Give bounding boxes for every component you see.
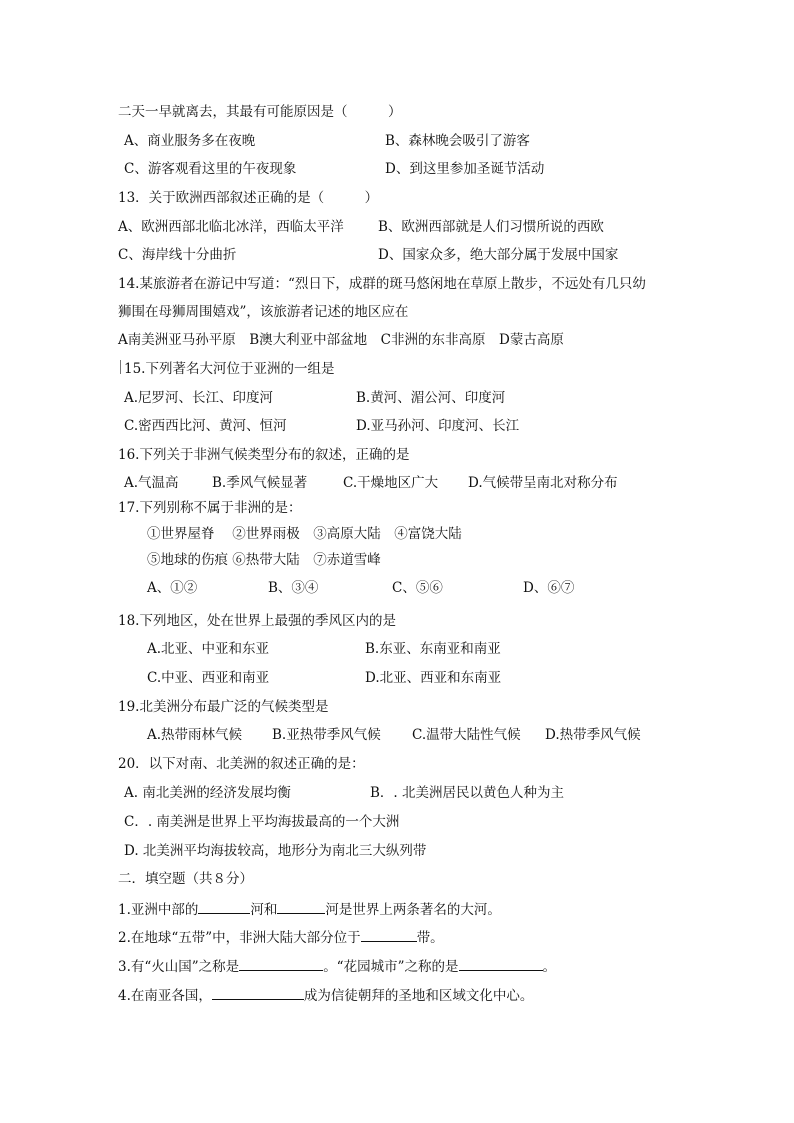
q17-items-line1: ①世界屋脊 ②世界雨极 ③高原大陆 ④富饶大陆 <box>147 526 462 542</box>
fill1-text-c: 河是世界上两条著名的大河。 <box>325 902 501 918</box>
q12-option-c: C、游客观看这里的午夜现象 <box>124 161 297 177</box>
fill-question-1 <box>118 899 501 919</box>
fill3-text-c: 。 <box>542 959 556 975</box>
q16-stem: 16.下列关于非洲气候类型分布的叙述，正确的是 <box>118 447 410 463</box>
q18-option-a: A.北亚、中亚和东亚 <box>147 641 270 657</box>
text-cursor-mark <box>120 360 121 374</box>
q17-option-d: D、⑥⑦ <box>523 580 575 596</box>
section2-title: 二．填空题（共８分） <box>118 871 253 887</box>
q13-stem: 13．关于欧洲西部叙述正确的是（ ） <box>118 190 379 206</box>
q13-option-c: C、海岸线十分曲折 <box>118 247 237 263</box>
fill2-blank[interactable] <box>361 927 417 942</box>
q19-option-b: B.亚热带季风气候 <box>272 727 381 743</box>
q12-stem-tail: 二天一早就离去，其最有可能原因是（ ） <box>118 104 402 120</box>
fill1-text-a: 1.亚洲中部的 <box>118 902 199 918</box>
q16-option-d: D.气候带呈南北对称分布 <box>468 475 618 491</box>
fill3-blank-1[interactable] <box>239 956 323 971</box>
q18-option-c: C.中亚、西亚和南亚 <box>147 670 270 686</box>
q12-option-a: A、商业服务多在夜晚 <box>124 133 256 149</box>
q18-option-d: D.北亚、西亚和东南亚 <box>365 670 502 686</box>
q14-stem-line2: 狮围在母狮周围嬉戏”，该旅游者记述的地区应在 <box>118 304 409 320</box>
q19-option-a: A.热带雨林气候 <box>147 727 243 743</box>
q19-option-c: C.温带大陆性气候 <box>412 727 521 743</box>
q19-option-d: D.热带季风气候 <box>545 727 641 743</box>
q19-stem: 19.北美洲分布最广泛的气候类型是 <box>118 699 329 715</box>
fill-question-3 <box>118 956 556 976</box>
fill3-text-b: 。“花园城市”之称的是 <box>323 959 459 975</box>
q13-option-d: D、国家众多，绝大部分属于发展中国家 <box>378 247 619 263</box>
q17-items-line2: ⑤地球的伤痕 ⑥热带大陆 ⑦赤道雪峰 <box>147 552 381 568</box>
q17-stem: 17.下列别称不属于非洲的是： <box>118 500 302 516</box>
fill1-text-b: 河和 <box>250 902 278 918</box>
q15-option-b: B.黄河、湄公河、印度河 <box>356 390 506 406</box>
q17-option-a: A、①② <box>147 580 198 596</box>
q20-stem: 20．以下对南、北美洲的叙述正确的是： <box>118 756 365 772</box>
q16-option-a: A.气温高 <box>124 475 179 491</box>
q17-option-b: B、③④ <box>268 580 319 596</box>
fill-question-4 <box>118 985 533 1005</box>
q15-option-d: D.亚马孙河、印度河、长江 <box>356 418 520 434</box>
fill4-blank[interactable] <box>212 985 304 1000</box>
fill2-text-b: 带。 <box>416 930 444 946</box>
fill2-text-a: 2.在地球“五带”中，非洲大陆大部分位于 <box>118 930 361 946</box>
fill-question-2 <box>118 927 444 947</box>
q13-option-a: A、欧洲西部北临北冰洋，西临太平洋 <box>118 219 344 235</box>
q13-option-b: B、欧洲西部就是人们习惯所说的西欧 <box>378 219 604 235</box>
q12-option-b: B、森林晚会吸引了游客 <box>385 133 530 149</box>
fill3-blank-2[interactable] <box>459 956 543 971</box>
q12-option-d: D、到这里参加圣诞节活动 <box>385 161 545 177</box>
q14-stem-line1: 14.某旅游者在游记中写道：“烈日下，成群的斑马悠闲地在草原上散步，不远处有几只幼 <box>118 276 646 292</box>
fill3-text-a: 3.有“火山国”之称是 <box>118 959 240 975</box>
q20-option-c: C．. 南美洲是世界上平均海拔最高的一个大洲 <box>124 814 400 830</box>
q15-option-c: C.密西西比河、黄河、恒河 <box>124 418 287 434</box>
q15-option-a: A.尼罗河、长江、印度河 <box>124 390 274 406</box>
q20-option-d: D. 北美洲平均海拔较高，地形分为南北三大纵列带 <box>124 843 427 859</box>
q14-options: A南美洲亚马孙平原 B澳大利亚中部盆地 C非洲的东非高原 D蒙古高原 <box>118 332 564 348</box>
q18-option-b: B.东亚、东南亚和南亚 <box>365 641 501 657</box>
q20-option-a: A. 南北美洲的经济发展均衡 <box>124 785 291 801</box>
fill4-text-a: 4.在南亚各国， <box>118 988 212 1004</box>
q20-option-b: B．. 北美洲居民以黄色人种为主 <box>370 785 565 801</box>
fill4-text-b: 成为信徒朝拜的圣地和区域文化中心。 <box>303 988 534 1004</box>
fill1-blank-2[interactable] <box>277 899 325 914</box>
q16-option-b: B.季风气候显著 <box>212 475 308 491</box>
q17-option-c: C、⑤⑥ <box>392 580 443 596</box>
q15-stem: 15.下列著名大河位于亚洲的一组是 <box>124 361 335 377</box>
q16-option-c: C.干燥地区广大 <box>343 475 439 491</box>
q18-stem: 18.下列地区，处在世界上最强的季风区内的是 <box>118 613 396 629</box>
fill1-blank-1[interactable] <box>198 899 250 914</box>
